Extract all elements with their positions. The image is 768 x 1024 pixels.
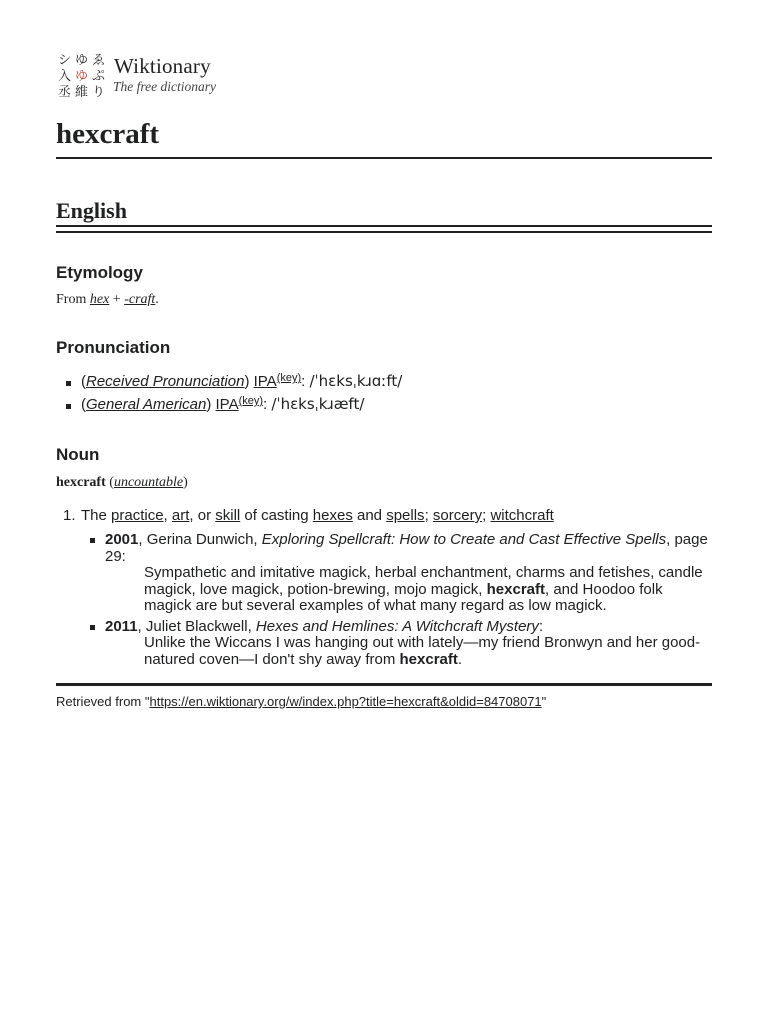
logo-glyph: 維 — [75, 85, 89, 100]
noun-heading: Noun — [56, 445, 100, 464]
quote-year: 2001 — [105, 531, 139, 548]
logo-glyph: り — [92, 85, 106, 100]
ipa-colon: : — [301, 373, 310, 390]
link-witchcraft[interactable]: witchcraft — [490, 507, 554, 524]
link-spells[interactable]: spells — [386, 507, 425, 524]
definition-text — [56, 506, 712, 526]
link-ipa[interactable]: IPA — [215, 396, 239, 413]
pronunciation-item — [56, 370, 402, 393]
title-divider — [56, 157, 712, 159]
quote-page: : — [538, 617, 544, 635]
link-general-american[interactable]: General American — [86, 396, 207, 413]
paren-close: ) — [183, 475, 188, 490]
quote-highlight: hexcraft — [486, 580, 545, 598]
paren-open: ( — [81, 396, 86, 413]
quote-text-before: Unlike the Wiccans I was hanging out with lately—my friend Bronwyn and her good-natured coven—I don't shy away from — [144, 634, 701, 668]
quote-author: , Gerina Dunwich, — [138, 531, 262, 548]
etymology-suffix: . — [155, 292, 159, 307]
sense-text: ; — [424, 507, 433, 524]
quotation-list — [56, 532, 712, 668]
logo-glyph: シ — [58, 53, 72, 68]
logo-glyph: ゆ — [75, 53, 89, 68]
link-art[interactable]: art — [171, 507, 190, 524]
quotation-item — [56, 532, 712, 615]
permanent-link[interactable]: https://en.wiktionary.org/w/index.php?title=hexcraft&oldid=84708071 — [149, 694, 542, 709]
link-hexes[interactable]: hexes — [312, 507, 353, 524]
footer-suffix: " — [541, 694, 547, 709]
sense-text: of casting — [240, 507, 313, 524]
paren-close: ) — [244, 373, 254, 390]
ipa-transcription: /ˈhɛksˌkɹɑːft/ — [309, 372, 403, 390]
page-title: hexcraft — [56, 118, 160, 150]
link-practice[interactable]: practice — [111, 507, 164, 524]
footer-prefix: Retrieved from " — [56, 694, 150, 709]
quote-text — [105, 565, 712, 615]
pronunciation-list — [56, 370, 402, 416]
quote-author: , Juliet Blackwell, — [137, 617, 256, 635]
headword: hexcraft — [56, 475, 106, 490]
logo-glyph: 入 — [58, 69, 72, 84]
link-received-pronunciation[interactable]: Received Pronunciation — [86, 373, 245, 390]
paren-open: ( — [81, 373, 86, 390]
pronunciation-item — [56, 393, 402, 416]
sense-text: and — [352, 507, 387, 524]
quote-text-before: Sympathetic and imitative magick, herbal enchantment, charms and fetishes, candle magick, love magick, potion-brewing, mojo magick, — [144, 564, 703, 598]
etymology-prefix: From — [56, 292, 90, 307]
sense-text: , — [163, 507, 172, 524]
link-ipa-key[interactable]: (key) — [238, 395, 264, 407]
site-tagline: The free dictionary — [113, 79, 216, 94]
ipa-colon: : — [263, 396, 272, 413]
quotation-item — [56, 619, 712, 669]
sense-text: ; — [482, 507, 491, 524]
quote-work-title: Exploring Spellcraft: How to Create and Cast Effective Spells — [261, 531, 667, 548]
definition-number: 1. — [63, 507, 76, 524]
quote-text-after: . — [457, 650, 463, 668]
paren-open: ( — [105, 475, 114, 490]
footer-divider — [56, 683, 712, 686]
link-hex[interactable]: hex — [89, 292, 110, 307]
logo-glyph: ゑ — [92, 53, 106, 68]
language-heading: English — [56, 198, 127, 223]
quote-year: 2011 — [105, 617, 138, 635]
link-skill[interactable]: skill — [215, 507, 241, 524]
retrieved-from — [56, 693, 546, 711]
sense-text: The — [81, 507, 112, 524]
quote-text-after: , and Hoodoo folk magick are but several examples of what many regard as low magick. — [144, 580, 663, 614]
paren-close: ) — [206, 396, 216, 413]
wiktionary-logo-link[interactable] — [56, 52, 256, 100]
language-divider-top — [56, 225, 712, 227]
quote-page: , page 29: — [105, 531, 708, 565]
link-ipa[interactable]: IPA — [253, 373, 277, 390]
quote-text — [105, 635, 712, 668]
wiktionary-logo-icon — [56, 52, 106, 100]
site-name: Wiktionary — [114, 54, 211, 78]
logo-glyph: ぷ — [92, 69, 106, 84]
link-sorcery[interactable]: sorcery — [432, 507, 483, 524]
quote-work-title: Hexes and Hemlines: A Witchcraft Mystery — [255, 617, 539, 635]
link-ipa-key[interactable]: (key) — [276, 372, 302, 384]
noun-headword-line — [56, 474, 188, 492]
link-uncountable[interactable]: uncountable — [113, 475, 184, 490]
quote-highlight: hexcraft — [399, 650, 458, 668]
logo-glyph: ゆ — [75, 69, 89, 84]
language-divider-bottom — [56, 231, 712, 233]
definition-item — [56, 506, 712, 668]
etymology-heading: Etymology — [56, 263, 143, 282]
logo-glyph: 丞 — [58, 85, 72, 100]
pronunciation-heading: Pronunciation — [56, 338, 171, 357]
definition-list — [56, 506, 712, 672]
etymology-plus: + — [109, 292, 125, 307]
link-craft[interactable]: -craft — [124, 292, 156, 307]
ipa-transcription: /ˈhɛksˌkɹæft/ — [271, 395, 365, 413]
sense-text: , or — [189, 507, 216, 524]
etymology-text — [56, 291, 159, 309]
